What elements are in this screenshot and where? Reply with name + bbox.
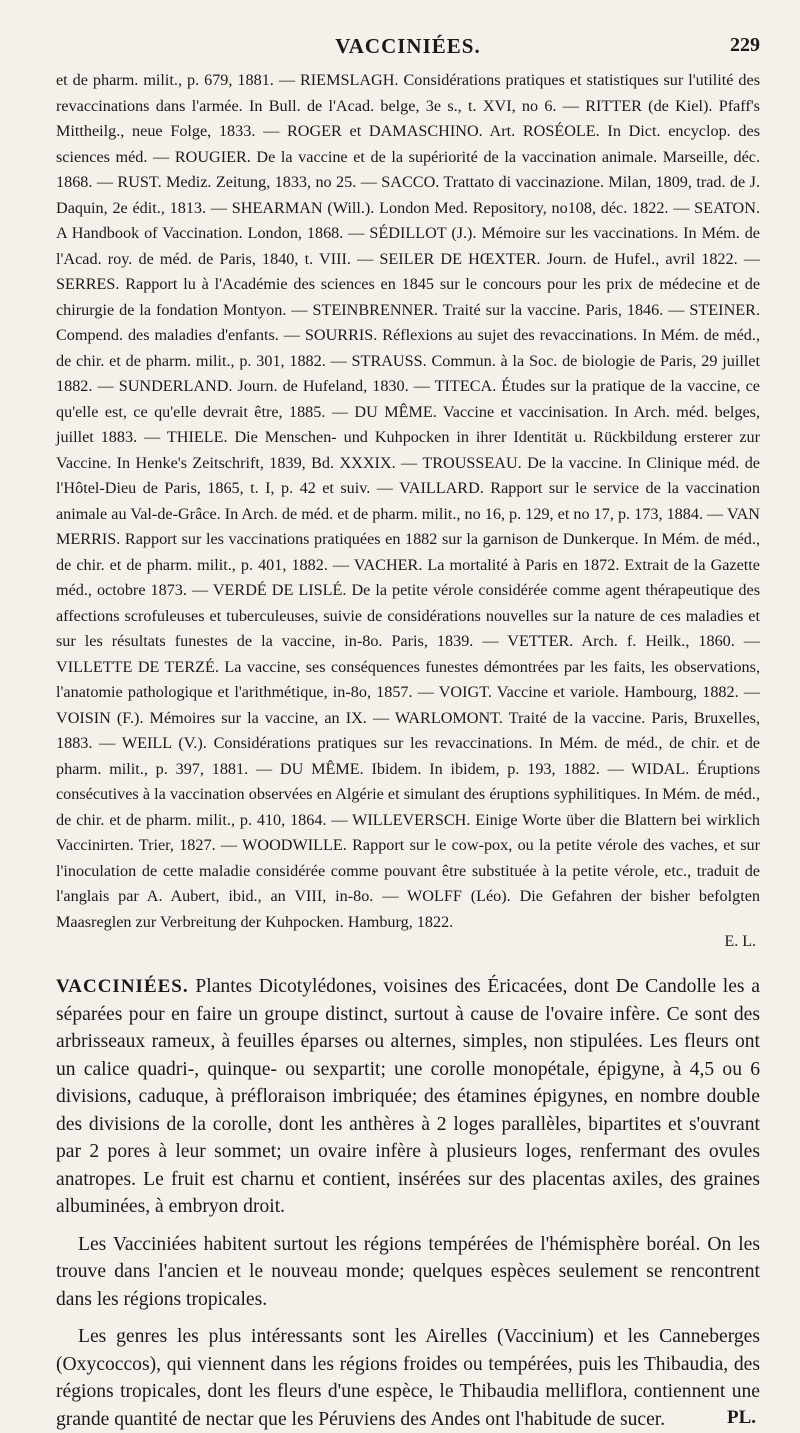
article-paragraph-1	[56, 973, 760, 1221]
bibliography-text: et de pharm. milit., p. 679, 1881. — RIEMSLAGH. Considérations pratiques et statistiques sur l'utilité des revaccinations dans l'armée. In Bull. de l'Acad. belge, 3e s., t. XVI, no 6. — RITTER (de Kiel). Pfaff's Mittheilg., neue Folge, 1833. — ROGER et DAMASCHINO. Art. ROSÉOLE. In Dict. encyclop. des sciences méd. — ROUGIER. De la vaccine et de la supériorité de la vaccination animale. Marseille, déc. 1868. — RUST. Mediz. Zeitung, 1833, no 25. — SACCO. Trattato di vaccinazione. Milan, 1809, trad. de J. Daquin, 2e édit., 1813. — SHEARMAN (Will.). London Med. Repository, no108, déc. 1822. — SEATON. A Handbook of Vaccination. London, 1868. — SÉDILLOT (J.). Mémoire sur les vaccinations. In Mém. de l'Acad. roy. de méd. de Paris, 1840, t. VIII. — SEILER DE HŒXTER. Journ. de Hufel., avril 1822. — SERRES. Rapport lu à l'Académie des sciences en 1845 sur le concours pour les prix de médecine et de chirurgie de la fondation Montyon. — STEINBRENNER. Traité sur la vaccine. Paris, 1846. — STEINER. Compend. des maladies d'enfants. — SOURRIS. Réflexions au sujet des revaccinations. In Mém. de méd., de chir. et de pharm. milit., p. 301, 1882. — STRAUSS. Commun. à la Soc. de biologie de Paris, 29 juillet 1882. — SUNDERLAND. Journ. de Hufeland, 1830. — TITECA. Études sur la pratique de la vaccine, ce qu'elle est, ce qu'elle devrait être, 1885. — DU MÊME. Vaccine et vaccinisation. In Arch. méd. belges, juillet 1883. — THIELE. Die Menschen- und Kuhpocken in ihrer Identität u. Rückbildung ersterer zur Vaccine. In Henke's Zeitschrift, 1839, Bd. XXXIX. — TROUSSEAU. De la vaccine. In Clinique méd. de l'Hôtel-Dieu de Paris, 1865, t. I, p. 42 et suiv. — VAILLARD. Rapport sur le service de la vaccination animale au Val-de-Grâce. In Arch. de méd. et de pharm. milit., no 16, p. 129, et no 17, p. 173, 1884. — VAN MERRIS. Rapport sur les vaccinations pratiquées en 1882 sur la garnison de Dunkerque. In Mém. de méd., de chir. et de pharm. milit., p. 401, 1882. — VACHER. La mortalité à Paris en 1872. Extrait de la Gazette méd., octobre 1873. — VERDÉ DE LISLÉ. De la petite vérole considérée comme agent thérapeutique des affections scrofuleuses et tuberculeuses, suivie de considérations nouvelles sur la nature de ces maladies et sur les résultats funestes de la vaccine, in-8o. Paris, 1839. — VETTER. Arch. f. Heilk., 1860. — VILLETTE DE TERZÉ. La vaccine, ses conséquences funestes démontrées par les faits, les observations, l'anatomie pathologique et l'arithmétique, in-8o, 1857. — VOIGT. Vaccine et variole. Hambourg, 1882. — VOISIN (F.). Mémoires sur la vaccine, an IX. — WARLOMONT. Traité de la vaccine. Paris, Bruxelles, 1883. — WEILL (V.). Considérations pratiques sur les revaccinations. In Mém. de méd., de chir. et de pharm. milit., p. 397, 1881. — DU MÊME. Ibidem. In ibidem, p. 193, 1882. — WIDAL. Éruptions consécutives à la vaccination observées en Algérie et simulant des éruptions syphilitiques. In Mém. de méd., de chir. et de pharm. milit., p. 410, 1864. — WILLEVERSCH. Einige Worte über die Blattern bei wirklich Vaccinirten. Trier, 1827. — WOODWILLE. Rapport sur le cow-pox, ou la petite vérole des vaches, et sur l'inoculation de cette maladie considérée comme pouvant être substituée à la petite vérole, etc., traduit de l'anglais par A. Aubert, ibid., an VIII, in-8o. — WOLFF (Léo). Die Gefahren der bisher befolgten Maasreglen zur Verbreitung der Kuhpocken. Hamburg, 1822.	[56, 71, 760, 931]
article-paragraph-1-text: Plantes Dicotylédones, voisines des Éricacées, dont De Candolle les a séparées pour en faire un groupe distinct, surtout à cause de l'ovaire infère. Ce sont des arbrisseaux rameux, à feuilles éparses ou alternes, simples, non stipulées. Les fleurs ont un calice quadri-, quinque- ou sexpartit; une corolle monopétale, épigyne, à 4,5 ou 6 divisions, caduque, à préfloraison imbriquée; des étamines épigynes, en nombre double des divisions de la corolle, dont les anthères à 2 loges parallèles, bipartites et s'ouvrant par 2 pores à leur sommet; un ovaire infère à plusieurs loges, renfermant des ovules anatropes. Le fruit est charnu et contient, insérées sur des placentas axiles, des graines albuminées, à embryon droit.	[56, 976, 760, 1217]
bibliography-signoff: E. L.	[724, 933, 756, 950]
page-header	[56, 28, 760, 68]
article-signoff: PL.	[726, 1407, 756, 1428]
page-number: 229	[730, 34, 760, 56]
article-vacciniees	[56, 973, 760, 1429]
article-paragraph-3: Les genres les plus intéressants sont les Airelles (Vaccinium) et les Canneberges (Oxycoccos), qui viennent dans les régions froides ou tempérées, puis les Thibaudia, des régions tropicales, dont les fleurs d'une espèce, le Thibaudia melliflora, contiennent une grande quantité de nectar que les Péruviens des Andes ont l'habitude de sucer.	[56, 1326, 760, 1430]
running-title: VACCINIÉES.	[335, 34, 481, 58]
article-paragraph-2: Les Vacciniées habitent surtout les régions tempérées de l'hémisphère boréal. On les trouve dans l'ancien et le nouveau monde; quelques espèces seulement se rencontrent dans les régions tropicales.	[56, 1233, 760, 1310]
article-headword: VACCINIÉES.	[56, 976, 189, 997]
